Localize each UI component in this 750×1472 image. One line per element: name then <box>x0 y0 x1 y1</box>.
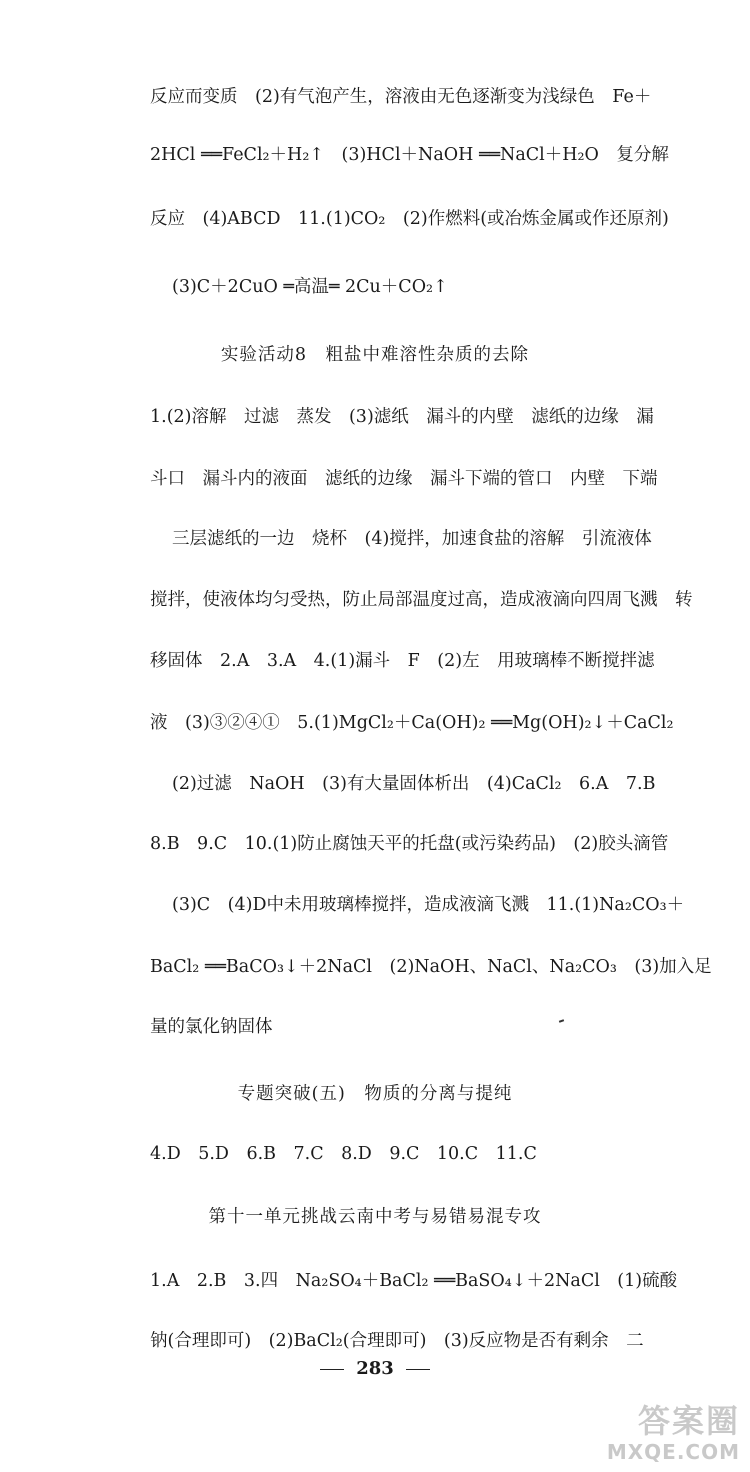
text-line: 液 (3)③②④① 5.(1)MgCl₂＋Ca(OH)₂ ══Mg(OH)₂↓＋CaCl₂ <box>150 713 674 733</box>
page-number: 283 <box>356 1358 394 1379</box>
watermark-url: MXQE.COM <box>606 1440 740 1464</box>
watermark <box>607 1396 740 1464</box>
text-line: 4.D 5.D 6.B 7.C 8.D 9.C 10.C 11.C <box>150 1144 537 1164</box>
text-line: 量的氯化钠固体 <box>150 1017 273 1037</box>
divider <box>406 1369 430 1370</box>
text-line: (3)C＋2CuO ═高温═ 2Cu＋CO₂↑ <box>172 277 448 297</box>
text-line: 钠(合理即可) (2)BaCl₂(合理即可) (3)反应物是否有剩余 二 <box>150 1331 644 1351</box>
text-line: 反应 (4)ABCD 11.(1)CO₂ (2)作燃料(或冶炼金属或作还原剂) <box>150 209 669 229</box>
section-heading: 第十一单元挑战云南中考与易错易混专攻 <box>208 1207 542 1227</box>
text-line: 移固体 2.A 3.A 4.(1)漏斗 F (2)左 用玻璃棒不断搅拌滤 <box>150 651 655 671</box>
text-line: 1.A 2.B 3.四 Na₂SO₄＋BaCl₂ ══BaSO₄↓＋2NaCl (1)硫酸 <box>150 1271 678 1291</box>
text-line: (2)过滤 NaOH (3)有大量固体析出 (4)CaCl₂ 6.A 7.B <box>172 774 656 794</box>
text-line: 搅拌，使液体均匀受热，防止局部温度过高，造成液滴向四周飞溅 转 <box>150 590 693 610</box>
watermark-logo: 答案圈 <box>637 1402 740 1440</box>
text-line: 2HCl ══FeCl₂＋H₂↑ (3)HCl＋NaOH ══NaCl＋H₂O 复分解 <box>150 145 669 165</box>
text-line: 8.B 9.C 10.(1)防止腐蚀天平的托盘(或污染药品) (2)胶头滴管 <box>150 834 669 854</box>
page-footer <box>0 1356 750 1382</box>
divider <box>320 1369 344 1370</box>
text-line: 反应而变质 (2)有气泡产生，溶液由无色逐渐变为浅绿色 Fe＋ <box>150 87 652 107</box>
section-heading: 实验活动8 粗盐中难溶性杂质的去除 <box>220 345 530 365</box>
text-line: 三层滤纸的一边 烧杯 (4)搅拌，加速食盐的溶解 引流液体 <box>172 529 652 549</box>
text-line: BaCl₂ ══BaCO₃↓＋2NaCl (2)NaOH、NaCl、Na₂CO₃ (3)加入足 <box>150 957 712 977</box>
text-line: 斗口 漏斗内的液面 滤纸的边缘 漏斗下端的管口 内壁 下端 <box>150 469 658 489</box>
section-heading: 专题突破(五) 物质的分离与提纯 <box>237 1084 513 1104</box>
text-line: (3)C (4)D中未用玻璃棒搅拌，造成液滴飞溅 11.(1)Na₂CO₃＋ <box>172 895 685 915</box>
text-line: 1.(2)溶解 过滤 蒸发 (3)滤纸 漏斗的内壁 滤纸的边缘 漏 <box>150 407 654 427</box>
